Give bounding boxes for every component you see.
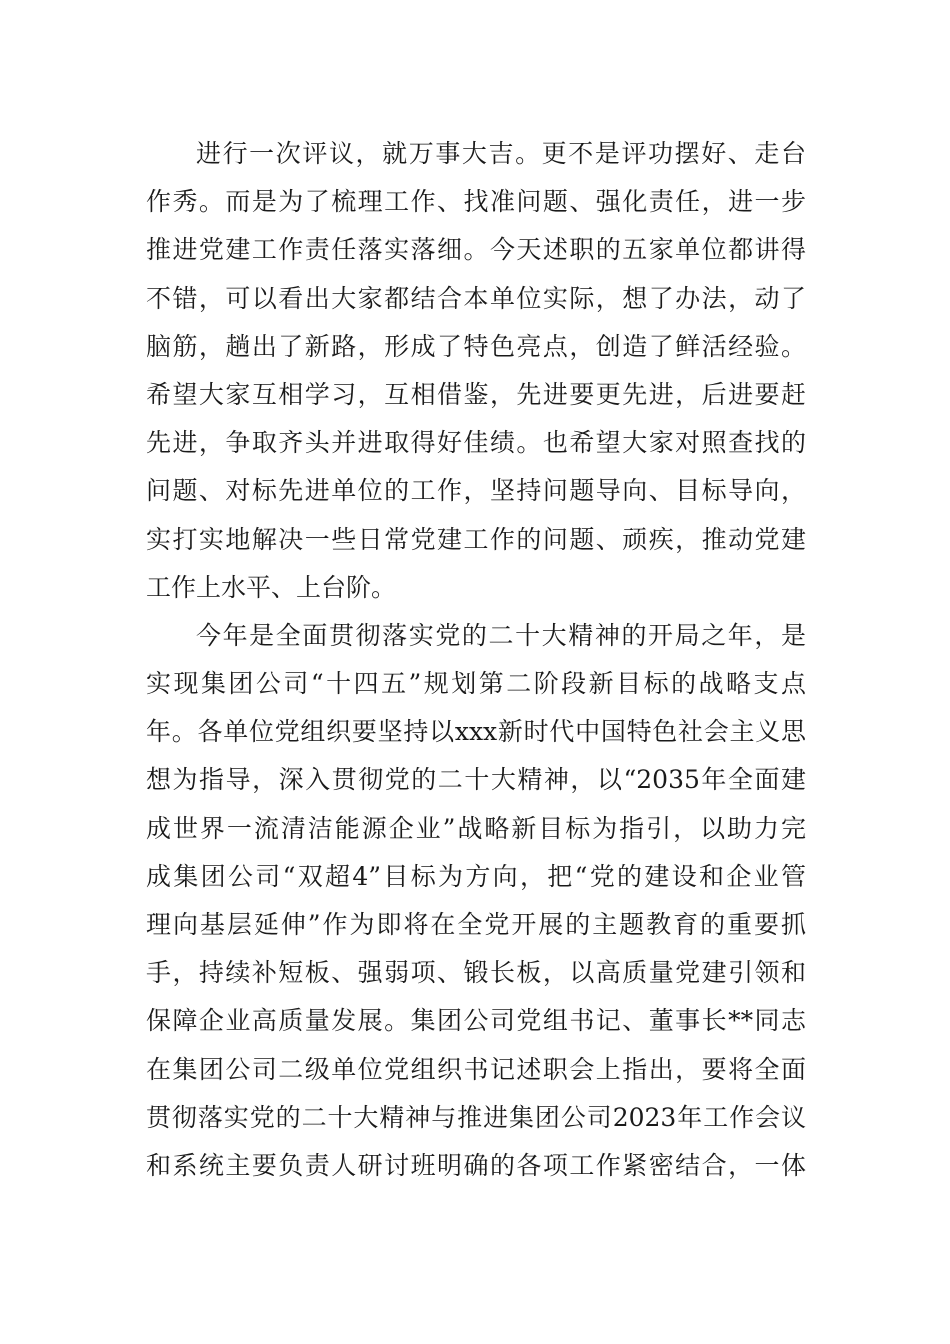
text-line: 实现集团公司“十四五”规划第二阶段新目标的战略支点 xyxy=(146,669,806,699)
text-line: 工作上水平、上台阶。 xyxy=(146,572,397,602)
text-line: 脑筋，趟出了新路，形成了特色亮点，创造了鲜活经验。 xyxy=(146,331,806,361)
text-line: 成世界一流清洁能源企业”战略新目标为指引，以助力完 xyxy=(146,813,806,843)
text-line: 作秀。而是为了梳理工作、找准问题、强化责任，进一步 xyxy=(146,187,806,217)
text-line: 在集团公司二级单位党组织书记述职会上指出，要将全面 xyxy=(146,1054,806,1084)
text-line: 先进，争取齐头并进取得好佳绩。也希望大家对照查找的 xyxy=(146,428,806,458)
text-line: 想为指导，深入贯彻党的二十大精神，以“2035年全面建 xyxy=(146,765,806,795)
text-line: 问题、对标先进单位的工作，坚持问题导向、目标导向， xyxy=(146,476,806,506)
body-text xyxy=(146,130,806,1190)
text-line: 和系统主要负责人研讨班明确的各项工作紧密结合，一体 xyxy=(146,1150,806,1180)
text-line: 保障企业高质量发展。集团公司党组书记、董事长**同志 xyxy=(146,1006,806,1036)
text-line: 理向基层延伸”作为即将在全党开展的主题教育的重要抓 xyxy=(146,910,806,939)
text-line: 实打实地解决一些日常党建工作的问题、顽疾，推动党建 xyxy=(146,524,806,554)
text-line: 今年是全面贯彻落实党的二十大精神的开局之年，是 xyxy=(196,620,806,650)
text-line: 成集团公司“双超4”目标为方向，把“党的建设和企业管 xyxy=(146,861,806,891)
text-line: 贯彻落实党的二十大精神与推进集团公司2023年工作会议 xyxy=(146,1102,806,1132)
text-line: 手，持续补短板、强弱项、锻长板，以高质量党建引领和 xyxy=(146,958,806,988)
text-line: 进行一次评议，就万事大吉。更不是评功摆好、走台 xyxy=(196,139,806,168)
text-line: 不错，可以看出大家都结合本单位实际，想了办法，动了 xyxy=(146,283,806,313)
text-line: 推进党建工作责任落实落细。今天述职的五家单位都讲得 xyxy=(146,235,806,265)
text-line: 年。各单位党组织要坚持以xxx新时代中国特色社会主义思 xyxy=(146,717,806,747)
text-line: 希望大家互相学习，互相借鉴，先进要更先进，后进要赶 xyxy=(146,379,806,409)
